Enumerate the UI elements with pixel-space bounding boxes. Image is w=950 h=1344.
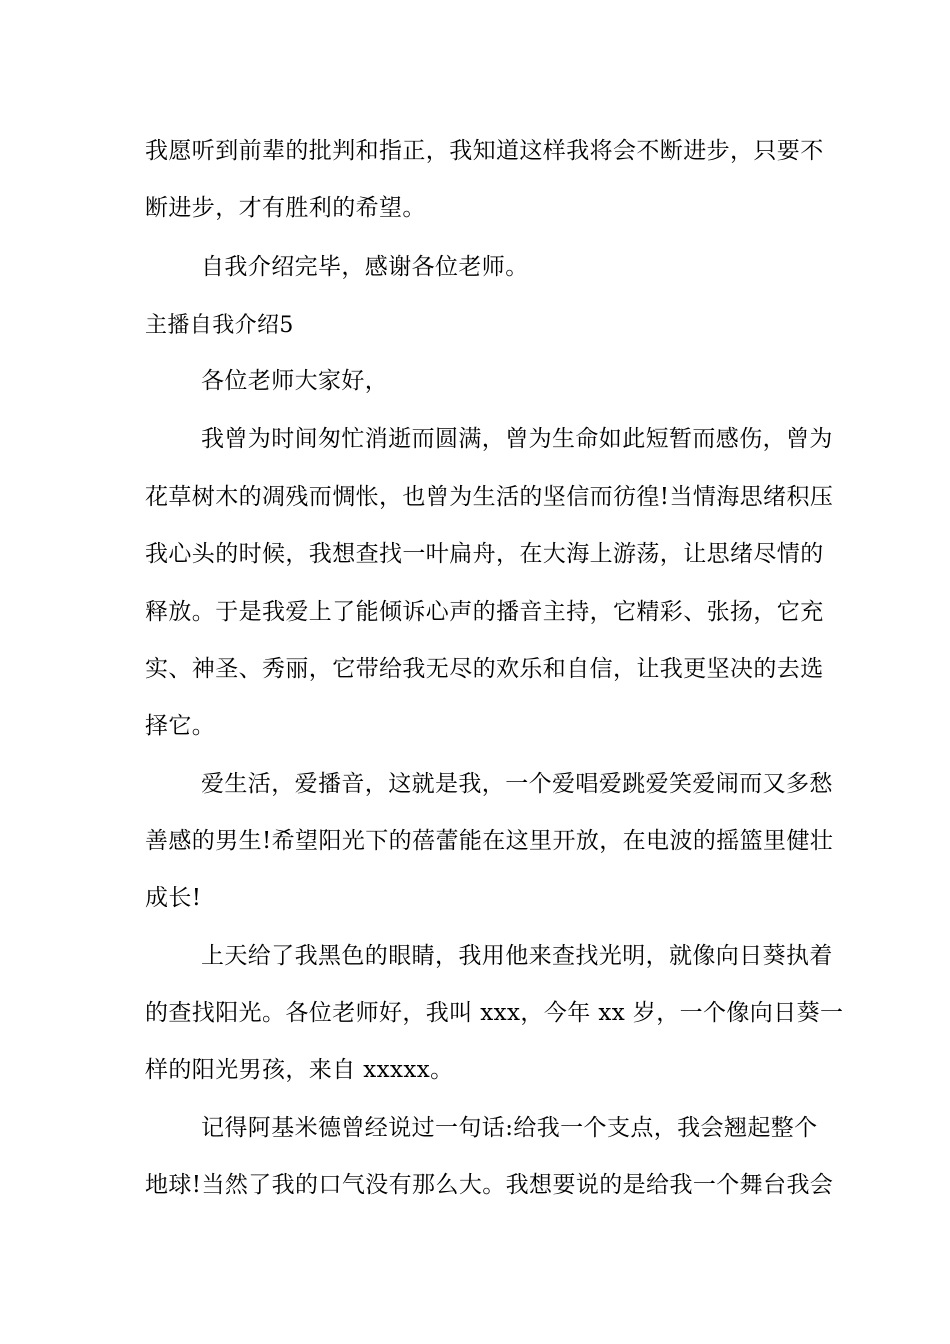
text-line: 上天给了我黑色的眼睛，我用他来查找光明，就像向日葵执着	[201, 943, 833, 969]
text-line: 记得阿基米德曾经说过一句话:给我一个支点，我会翘起整个	[201, 1115, 818, 1141]
text-line: 地球!当然了我的口气没有那么大。我想要说的是给我一个舞台我会	[145, 1172, 834, 1198]
text-line: 成长!	[145, 885, 202, 911]
greeting-line: 各位老师大家好，	[201, 368, 389, 394]
text-line: 我愿听到前辈的批判和指正，我知道这样我将会不断进步，只要不	[145, 138, 824, 164]
text-line: 择它。	[145, 713, 216, 739]
text-line: 样的阳光男孩，来自 xxxxx。	[145, 1057, 454, 1083]
text-line: 自我介绍完毕，感谢各位老师。	[201, 254, 529, 280]
text-line: 我心头的时候，我想查找一叶扁舟，在大海上游荡，让思绪尽情的	[145, 541, 824, 567]
text-line: 断进步，才有胜利的希望。	[145, 195, 426, 221]
text-line: 爱生活，爱播音，这就是我，一个爱唱爱跳爱笑爱闹而又多愁	[201, 771, 833, 797]
text-line: 的查找阳光。各位老师好，我叫 xxx，今年 xx 岁，一个像向日葵一	[145, 1000, 844, 1026]
text-line: 释放。于是我爱上了能倾诉心声的播音主持，它精彩、张扬，它充	[145, 599, 824, 625]
text-line: 善感的男生!希望阳光下的蓓蕾能在这里开放，在电波的摇篮里健壮	[145, 828, 834, 854]
text-line: 我曾为时间匆忙消逝而圆满，曾为生命如此短暂而感伤，曾为	[201, 426, 833, 452]
section-heading: 主播自我介绍5	[145, 313, 294, 338]
text-line: 实、神圣、秀丽，它带给我无尽的欢乐和自信，让我更坚决的去选	[145, 656, 824, 682]
text-line: 花草树木的凋残而惆怅，也曾为生活的坚信而彷徨!当情海思绪积压	[145, 484, 834, 510]
